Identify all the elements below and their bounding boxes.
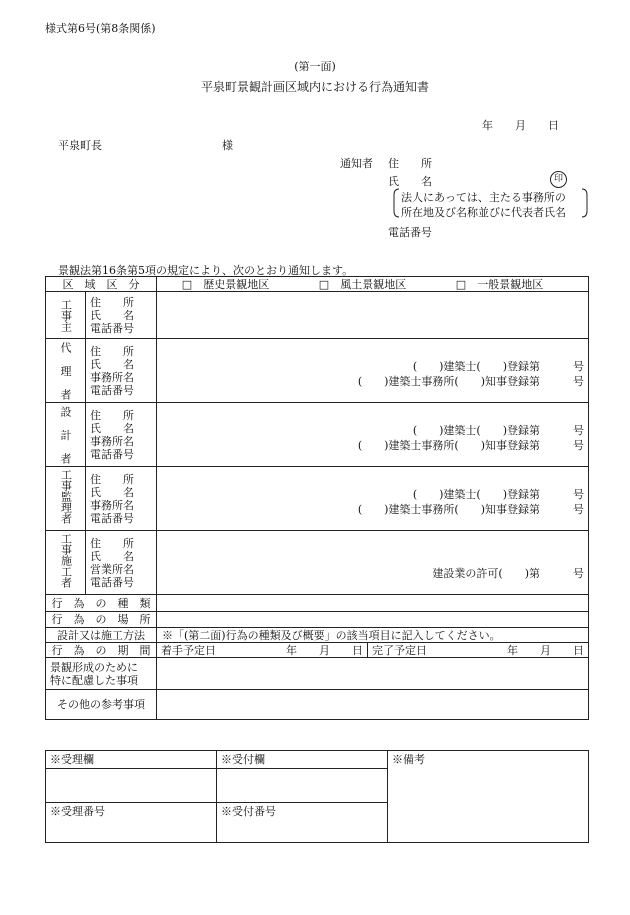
agent-input[interactable] [157, 339, 589, 403]
supervisor-labels [86, 467, 157, 531]
contractor-address-label: 住 所 [90, 536, 134, 550]
period-start-cell[interactable] [157, 643, 368, 658]
supervisor-office-line: ( )建築士事務所( )知事登録第 号 [357, 502, 584, 516]
supervisor-office-label: 事務所名 [90, 498, 134, 512]
designer-office-label: 事務所名 [90, 434, 134, 448]
agent-phone-label: 電話番号 [90, 383, 134, 397]
period-end-cell[interactable] [368, 643, 589, 658]
notification-table [45, 276, 589, 720]
other-reference-label: その他の参考事項 [46, 690, 157, 720]
agent-office-line: ( )建築士事務所( )知事登録第 号 [357, 374, 584, 388]
form-code: 様式第6号(第8条関係) [45, 22, 156, 35]
receipt-col-header: ※受理欄 [46, 751, 217, 769]
agent-labels [86, 339, 157, 403]
agent-address-label: 住 所 [90, 344, 134, 358]
landscape-label-line1: 景観形成のために [50, 660, 138, 674]
form-title: 平泉町景観計画区域内における行為通知書 [200, 80, 429, 94]
contractor-phone-label: 電話番号 [90, 575, 134, 589]
supervisor-input[interactable] [157, 467, 589, 531]
area-option-history[interactable]: □ 歴史景観地区 [181, 277, 270, 291]
act-place-label: 行 為 の 場 所 [46, 612, 157, 628]
act-place-input[interactable] [157, 612, 589, 628]
designer-address-label: 住 所 [90, 408, 134, 422]
landscape-label-line2: 特に配慮した事項 [50, 673, 138, 687]
supervisor-address-label: 住 所 [90, 472, 134, 486]
remarks-cell[interactable] [388, 751, 589, 843]
act-type-input[interactable] [157, 595, 589, 612]
owner-category [46, 292, 86, 339]
act-type-label: 行 為 の 種 類 [46, 595, 157, 612]
design-method-note: ※「(第二面)行為の種類及び概要」の該当項目に記入してください。 [157, 628, 589, 643]
contractor-category [46, 531, 86, 595]
end-date-value: 年 月 日 [507, 643, 584, 657]
notifier-label: 通知者 [340, 157, 373, 170]
owner-category-text: 工事主 [59, 298, 73, 332]
page-label: (第一面) [294, 60, 336, 73]
other-reference-input[interactable] [157, 690, 589, 720]
supervisor-category-text: 工事監理者 [59, 468, 73, 524]
notifier-phone-label: 電話番号 [388, 226, 432, 239]
agent-name-label: 氏 名 [90, 357, 134, 371]
owner-phone-label: 電話番号 [90, 321, 134, 335]
supervisor-architect-line: ( )建築士( )登録第 号 [412, 487, 584, 501]
agent-office-label: 事務所名 [90, 370, 134, 384]
date-line: 年 月 日 [482, 119, 559, 132]
addressee: 平泉町長 [58, 139, 102, 152]
designer-office-line: ( )建築士事務所( )知事登録第 号 [357, 438, 584, 452]
design-method-label: 設計又は施工方法 [46, 628, 157, 643]
contractor-name-label: 氏 名 [90, 549, 134, 563]
landscape-consideration-label [46, 658, 157, 690]
area-options[interactable] [157, 277, 589, 292]
corp-note-line2: 所在地及び名称並びに代表者氏名 [401, 206, 566, 219]
notifier-name-label: 氏 名 [388, 175, 432, 188]
contractor-category-text: 工事施工者 [59, 532, 73, 588]
supervisor-phone-label: 電話番号 [90, 511, 134, 525]
designer-name-label: 氏 名 [90, 421, 134, 435]
designer-labels [86, 403, 157, 467]
seal-mark-icon: 印 [550, 171, 567, 188]
period-label: 行 為 の 期 間 [46, 643, 157, 658]
owner-name-label: 氏 名 [90, 308, 134, 322]
corp-note-block [393, 187, 588, 219]
intro-text: 景観法第16条第5項の規定により、次のとおり通知します。 [58, 264, 354, 277]
agent-category-text: 代理者 [59, 341, 72, 400]
notifier-address-label: 住 所 [388, 157, 432, 170]
designer-architect-line: ( )建築士( )登録第 号 [412, 423, 584, 437]
supervisor-category [46, 467, 86, 531]
designer-category-text: 設計者 [59, 405, 72, 464]
designer-input[interactable] [157, 403, 589, 467]
start-date-label: 着手予定日 [161, 643, 216, 657]
receipt-number-cell[interactable]: ※受理番号 [46, 803, 217, 843]
designer-phone-label: 電話番号 [90, 447, 134, 461]
acceptance-col-header: ※受付欄 [217, 751, 388, 769]
corp-note-line1: 法人にあっては、主たる事務所の [401, 191, 566, 204]
agent-category [46, 339, 86, 403]
contractor-labels [86, 531, 157, 595]
remarks-col-header: ※備考 [392, 753, 425, 766]
receipt-table [45, 750, 589, 843]
start-date-value: 年 月 日 [286, 643, 363, 657]
acceptance-number-cell[interactable]: ※受付番号 [217, 803, 388, 843]
area-label: 区 域 区 分 [46, 277, 157, 292]
contractor-input[interactable] [157, 531, 589, 595]
owner-address-label: 住 所 [90, 295, 134, 309]
receipt-box[interactable] [46, 769, 217, 803]
sama-label: 様 [222, 139, 233, 152]
end-date-label: 完了予定日 [372, 643, 427, 657]
landscape-consideration-input[interactable] [157, 658, 589, 690]
area-option-general[interactable]: □ 一般景観地区 [455, 277, 544, 291]
owner-input[interactable] [157, 292, 589, 339]
acceptance-box[interactable] [217, 769, 388, 803]
contractor-business-label: 営業所名 [90, 562, 134, 576]
designer-category [46, 403, 86, 467]
area-option-fudo[interactable]: □ 風土景観地区 [318, 277, 407, 291]
owner-labels [86, 292, 157, 339]
agent-architect-line: ( )建築士( )登録第 号 [412, 359, 584, 373]
contractor-license-line: 建設業の許可( )第 号 [432, 566, 584, 580]
supervisor-name-label: 氏 名 [90, 485, 134, 499]
